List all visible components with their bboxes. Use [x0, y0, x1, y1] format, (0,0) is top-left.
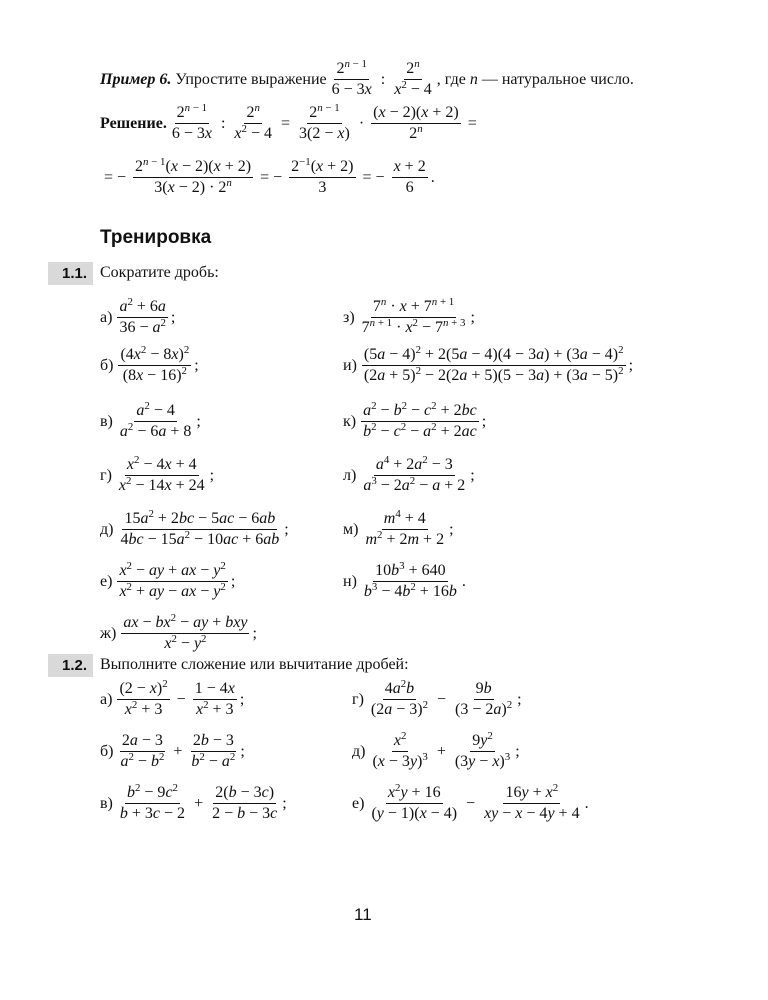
- exercise-item: г) $\frac{x^2 - 4x + 4}{x^2 - 14x + 24}$ ;: [100, 454, 215, 495]
- item-label: м): [343, 520, 359, 538]
- exercise-item: е) $\frac{x^2 - ay + ax - y^2}{x^2 + ay - ax - y^2}$ ;: [100, 560, 236, 601]
- fraction: $\frac{m^4 + 4}{m^2 + 2m + 2}$: [365, 508, 445, 549]
- exercise-item: в) $\frac{b^2 - 9c^2}{b + 3c - 2}$ + $\frac{2(b - 3c)}{2 - b - 3c}$ ;: [100, 782, 287, 823]
- task-number-badge: 1.1.: [48, 262, 93, 285]
- fraction: $\frac{x^2 - ay + ax - y^2}{x^2 + ay - ax - y^2}$: [119, 560, 226, 601]
- fraction: $\frac{2a - 3}{a^2 - b^2}$: [120, 732, 165, 771]
- task-title: Выполните сложение или вычитание дробей:: [100, 656, 409, 673]
- exercise-item: е) $\frac{x^2y + 16}{(y - 1)(x - 4)}$ − $\frac{16y + x^2}{xy - x - 4y + 4}$ .: [352, 782, 589, 823]
- fraction: $\frac{a^2 - 4}{a^2 - 6a + 8}$: [119, 400, 192, 441]
- solution-line-2: = − $\frac{2^n ^{- 1}(x - 2)(x + 2)}{3(x - 2) \cdot 2^n}$ = − $\frac{2^{-1}(x + 2)}{3}$ = − $\frac{x + 2}{6}$ .: [104, 156, 435, 197]
- exercise-item: ж) $\frac{ax - bx^2 - ay + bxy}{x^2 - y^2}$ ;: [100, 612, 257, 653]
- item-label: а): [100, 690, 113, 708]
- item-label: б): [100, 742, 114, 760]
- item-label: г): [352, 690, 364, 708]
- example-6-statement: Пример 6. Упростите выражение $\frac{2^n ^{- 1}}{6 - 3x}$ : $\frac{2^n}{x^2 - 4}$ , где n — натуральное число.: [100, 58, 634, 99]
- fraction: $\frac{x^2 - 4x + 4}{x^2 - 14x + 24}$: [118, 454, 205, 495]
- fraction: $\frac{a^2 + 6a}{36 - a^2}$: [119, 296, 166, 337]
- fraction: $\frac{2^n ^{- 1}(x - 2)(x + 2)}{3(x - 2) \cdot 2^n}$: [135, 156, 252, 197]
- fraction: $\frac{2^n ^{- 1}}{6 - 3x}$: [331, 58, 372, 99]
- fraction: $\frac{2(b - 3c)}{2 - b - 3c}$: [212, 784, 278, 823]
- fraction: $\frac{(5a - 4)^2 + 2(5a - 4)(4 - 3a) + (3a - 4)^2}{(2a + 5)^2 - 2(2a + 5)(5 - 3a) + (3a - 5)^2}$: [363, 344, 624, 385]
- exercise-item: а) $\frac{(2 - x)^2}{x^2 + 3}$ − $\frac{1 - 4x}{x^2 + 3}$ ;: [100, 678, 245, 719]
- item-label: н): [343, 572, 357, 590]
- exercise-item: а) $\frac{a^2 + 6a}{36 - a^2}$ ;: [100, 296, 176, 337]
- fraction: $\frac{ax - bx^2 - ay + bxy}{x^2 - y^2}$: [123, 612, 248, 653]
- fraction: $\frac{b^2 - 9c^2}{b + 3c - 2}$: [119, 782, 186, 823]
- fraction: $\frac{9y^2}{(3y - x)^3}$: [454, 730, 511, 771]
- fraction: $\frac{2^n}{x^2 - 4}$: [394, 58, 432, 99]
- fraction: $\frac{7^n \cdot x + 7^{n + 1}}{7^{n + 1} \cdot x^2 - 7^{n + 3}}$: [361, 296, 466, 337]
- example-intro: Упростите выражение: [175, 70, 327, 88]
- item-label: з): [343, 308, 355, 326]
- item-label: д): [352, 742, 366, 760]
- fraction: $\frac{2^n}{x^2 - 4}$: [234, 102, 272, 143]
- exercise-item: м) $\frac{m^4 + 4}{m^2 + 2m + 2}$ ;: [343, 508, 454, 549]
- task-number-badge: 1.2.: [48, 654, 93, 677]
- example-title: Пример 6.: [100, 70, 172, 88]
- fraction: $\frac{10b^3 + 640}{b^3 - 4b^2 + 16b}$: [363, 560, 457, 601]
- fraction: $\frac{16y + x^2}{xy - x - 4y + 4}$: [484, 782, 580, 823]
- fraction: $\frac{9b}{(3 - 2a)^2}$: [455, 680, 513, 719]
- fraction: $\frac{x + 2}{6}$: [393, 158, 426, 197]
- exercise-item: к) $\frac{a^2 - b^2 - c^2 + 2bc}{b^2 - c^2 - a^2 + 2ac}$ ;: [343, 400, 487, 441]
- exercise-item: д) $\frac{x^2}{(x - 3y)^3}$ + $\frac{9y^2}{(3y - x)^3}$ ;: [352, 730, 520, 771]
- exercise-item: з) $\frac{7^n \cdot x + 7^{n + 1}}{7^{n + 1} \cdot x^2 - 7^{n + 3}}$ ;: [343, 296, 475, 337]
- exercise-item: д) $\frac{15a^2 + 2bc - 5ac - 6ab}{4bc - 15a^2 - 10ac + 6ab}$ ;: [100, 508, 289, 549]
- item-label: г): [100, 466, 112, 484]
- fraction: $\frac{(x - 2)(x + 2)}{2^n}$: [373, 104, 459, 143]
- exercise-item: б) $\frac{(4x^2 - 8x)^2}{(8x - 16)^2}$ ;: [100, 344, 199, 385]
- exercise-item: в) $\frac{a^2 - 4}{a^2 - 6a + 8}$ ;: [100, 400, 201, 441]
- fraction: $\frac{15a^2 + 2bc - 5ac - 6ab}{4bc - 15a^2 - 10ac + 6ab}$: [120, 508, 280, 549]
- item-label: ж): [100, 624, 117, 642]
- fraction: $\frac{(2 - x)^2}{x^2 + 3}$: [119, 678, 168, 719]
- task-title: Сократите дробь:: [100, 264, 219, 281]
- exercise-item: н) $\frac{10b^3 + 640}{b^3 - 4b^2 + 16b}$ .: [343, 560, 466, 601]
- item-label: а): [100, 308, 113, 326]
- solution-label: Решение.: [100, 114, 167, 132]
- fraction: $\frac{2^n ^{- 1}}{3(2 - x)}$: [299, 102, 350, 143]
- fraction: $\frac{1 - 4x}{x^2 + 3}$: [194, 680, 235, 719]
- fraction: $\frac{2^{-1}(x + 2)}{3}$: [291, 156, 354, 197]
- fraction: $\frac{(4x^2 - 8x)^2}{(8x - 16)^2}$: [120, 344, 190, 385]
- example-tail-2: — натуральное число.: [481, 70, 634, 88]
- fraction: $\frac{2b - 3}{b^2 - a^2}$: [191, 732, 236, 771]
- fraction: $\frac{a^4 + 2a^2 - 3}{a^3 - 2a^2 - a + 2}$: [363, 454, 466, 495]
- solution-line-1: Решение. $\frac{2^n ^{- 1}}{6 - 3x}$ : $\frac{2^n}{x^2 - 4}$ = $\frac{2^n ^{- 1}}{3(2 - x)}$ · $\frac{(x - 2)(x + 2)}{2^n}$ =: [100, 102, 477, 143]
- exercise-item: л) $\frac{a^4 + 2a^2 - 3}{a^3 - 2a^2 - a + 2}$ ;: [343, 454, 475, 495]
- n-variable: n: [469, 70, 478, 88]
- exercise-item: и) $\frac{(5a - 4)^2 + 2(5a - 4)(4 - 3a) + (3a - 4)^2}{(2a + 5)^2 - 2(2a + 5)(5 - 3a) + (3a - 5)^2}$ ;: [343, 344, 634, 385]
- item-label: и): [343, 356, 357, 374]
- page-number: 11: [354, 905, 372, 924]
- item-label: в): [100, 794, 113, 812]
- fraction: $\frac{4a^2b}{(2a - 3)^2}$: [370, 678, 429, 719]
- fraction: $\frac{x^2}{(x - 3y)^3}$: [372, 730, 428, 771]
- fraction: $\frac{a^2 - b^2 - c^2 + 2bc}{b^2 - c^2 - a^2 + 2ac}$: [363, 400, 477, 441]
- item-label: л): [343, 466, 357, 484]
- fraction: $\frac{2^n ^{- 1}}{6 - 3x}$: [171, 102, 212, 143]
- item-label: б): [100, 356, 114, 374]
- fraction: $\frac{x^2y + 16}{(y - 1)(x - 4)}$: [371, 782, 458, 823]
- item-label: е): [352, 794, 365, 812]
- item-label: е): [100, 572, 113, 590]
- item-label: к): [343, 412, 357, 430]
- section-heading: Тренировка: [100, 227, 212, 248]
- exercise-item: г) $\frac{4a^2b}{(2a - 3)^2}$ − $\frac{9b}{(3 - 2a)^2}$ ;: [352, 678, 522, 719]
- item-label: д): [100, 520, 114, 538]
- example-tail: , где: [436, 70, 466, 88]
- item-label: в): [100, 412, 113, 430]
- exercise-item: б) $\frac{2a - 3}{a^2 - b^2}$ + $\frac{2b - 3}{b^2 - a^2}$ ;: [100, 732, 245, 771]
